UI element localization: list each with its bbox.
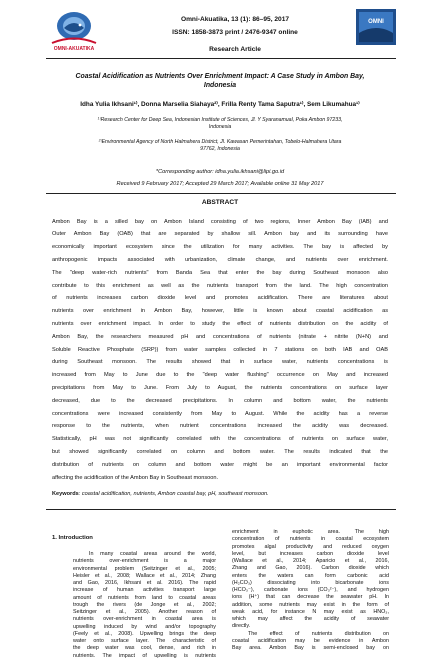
body-line: nutrients. The impact of upwelling is nutrients <box>73 652 216 659</box>
affiliation-line: ¹⁾Research Center for Deep Sea, Indonesian Institute of Sciences, Jl. Y Syaranamual, Poka Ambon 97233, <box>97 117 343 123</box>
abstract-line: nutrients over enrichment impact. In order to study the effect of nutrients distribution on the acidity of <box>52 320 388 327</box>
body-line: enters the waters can form carbonic acid <box>232 572 389 579</box>
corresponding-author: *Corresponding author: idha.yulia.ikhsani@lipi.go.id <box>155 169 285 175</box>
keywords <box>52 491 388 497</box>
affiliation-line: Indonesia <box>208 123 232 130</box>
paper-title <box>50 72 390 90</box>
abstract-body <box>52 213 388 487</box>
abstract-line: Ambon Bay, the researchers measured pH and concentrations of nutrients (nitrate + nitrite (N+N) and <box>52 333 388 340</box>
logo-right-text: OMNI <box>368 19 384 25</box>
body-line: amount of nutrients from land to coastal areas <box>73 594 216 601</box>
body-line: Seitzinger et al., 2005). Another reason of <box>73 609 216 615</box>
body-line: nutrients over-enrichment in coastal area is <box>73 616 216 623</box>
abstract-line: during Southeast monsoon. The results showed that in surface water, nutrients concentrations is <box>52 359 388 366</box>
body-line: increase of human activities transport large <box>73 587 216 594</box>
section-heading: 1. Introduction <box>52 535 93 541</box>
body-line: (Wallace et al., 2014; Aparicio et al., 2016, <box>232 558 389 564</box>
abstract-heading: ABSTRACT <box>201 199 239 206</box>
body-line: ions (H⁺) that can decrease the seawater pH. In <box>232 594 389 601</box>
keywords-label: Keywords <box>52 491 79 497</box>
keywords-rule <box>46 509 396 510</box>
affiliation-line: 97762, Indonesia <box>200 145 240 152</box>
body-line: addition, some nutrients may exist in the form of <box>232 601 389 608</box>
body-line: and Gao, 2016, Ikhsani et al. 2016). The rapid <box>73 580 216 586</box>
logo-text: OMNI-AKUATIKA <box>53 46 95 52</box>
publisher-logo <box>356 9 396 45</box>
abstract-line: nutrients over enrichment in Ambon Bay, however, little is known about coastal acidification as <box>52 308 388 315</box>
abstract-line: The "deep water-rich nutrients" from Banda Sea that enter the bay during Southeast monsoon also <box>52 269 388 276</box>
body-column-right <box>232 529 389 652</box>
abstract-line: Statistically, pH was not significantly correlated with the concentrations of nutrients on surface water, <box>52 436 388 443</box>
body-line: Bay area. Ambon Bay is semi-enclosed bay on <box>232 645 389 651</box>
abstract-line: Outer Ambon Bay (OAB) that are separated by shallow sill. Ambon bay and its surrounding have <box>52 231 388 238</box>
body-line: The effect of nutrients distribution on <box>248 630 389 637</box>
abstract-line: concentrations were increased consistently from May to August. While the acidity has a reverse <box>52 410 388 417</box>
header-rule <box>46 58 396 59</box>
abstract-line: affecting the acidification of the Ambon Bay in Southeast monsoon. <box>52 474 219 481</box>
title-line: Coastal Acidification as Nutrients Over Enrichment Impact: A Case Study in Ambon Bay, <box>75 73 365 80</box>
body-line: (HCO₃⁻), carbonate ions (CO₃²⁻), and hydrogen <box>232 587 389 593</box>
body-line: environmental problem (Seitzinger et al., 2005; <box>73 565 216 572</box>
abstract-line: economically important ecosystem since the utilization for many activities. The bay is affected by <box>52 244 388 251</box>
article-dates: Received 9 February 2017; Accepted 29 March 2017; Available online 31 May 2017 <box>116 181 324 187</box>
article-type: Research Article <box>209 46 261 53</box>
abstract-line: precipitations from May to June. From July to August, the nutrients concentrations on surface layer <box>52 384 388 391</box>
body-line: (Feely et al., 2008). Upwelling brings the deep <box>73 630 216 637</box>
body-line: In many coastal areas around the world, <box>89 551 216 557</box>
abstract-line: anthropogenic impacts associated with urbanization, climate change, and nutrients over enrichment. <box>52 257 388 263</box>
abstract-line: Soluble Reactive Phosphate (SRP)) from water samples collected in 7 stations on both IAB and OAB <box>52 346 388 353</box>
body-line: trough the rivers (de Jonge et al., 2002; <box>73 601 216 608</box>
body-line: the deep water was cool, dense, and rich in <box>73 645 216 652</box>
affiliation-2 <box>50 139 390 152</box>
journal-issn: ISSN: 1858-3873 print / 2476-9347 online <box>172 29 298 36</box>
dates-rule <box>46 193 396 194</box>
author-list: Idha Yulia Ikhsani¹⁾, Donna Marselia Siahaya²⁾, Frilla Renty Tama Saputra¹⁾, Sem Likumahua¹⁾ <box>80 101 360 108</box>
body-line: enrichment in euphotic area. The high <box>232 529 389 535</box>
abstract-line: contribute to this enrichment as well as the nutrients transport from the land. The high concentration <box>52 282 388 289</box>
body-line: upwelling induced by wind and/or topography <box>73 623 216 630</box>
keywords-text: : coastal acidification, nutrients, Ambon coastal bay, pH, southeast monsoon. <box>78 491 269 497</box>
affiliation-line: ²⁾Environmental Agency of North Halmahera District, Jl. Kawasan Pemerintahan, Tobelo-Halmahera Utara <box>98 139 342 145</box>
body-line: which may affect the acidity of seawater <box>232 616 389 622</box>
body-line: level, but increases carbon dioxide level <box>232 550 389 557</box>
abstract-line: but showed significantly correlated on column and bottom water. The results indicated that the <box>52 448 388 455</box>
body-line: Heisler et al., 2008; Wallace et al., 2014; Zhang <box>73 572 216 579</box>
journal-citation: Omni-Akuatika, 13 (1): 86–95, 2017 <box>180 16 290 23</box>
body-line: water onto surface layer. The characteristic of <box>73 638 216 644</box>
body-line: concentration of nutrients in coastal ecosystem <box>232 536 389 543</box>
abstract-line: increased from May to June due to the "deep water flushing" occurrence on May and increased <box>52 372 388 379</box>
abstract-line: decreased, due to the decreased precipitations. In column and bottom water, the nutrients <box>52 397 388 404</box>
body-line: directly. <box>232 623 251 630</box>
body-line: weak acid, for instance N may exist as HNO₃, <box>232 608 389 615</box>
body-column-left <box>73 551 216 660</box>
abstract-line: distribution of nutrients on column and bottom water might be an important environmental factor <box>52 461 388 468</box>
journal-logo <box>44 10 104 52</box>
abstract-line: response to the nutrients, when nutrient concentrations increased the acidity was decreased. <box>52 423 388 430</box>
body-line: promotes algal productivity and reduced oxygen <box>232 543 389 550</box>
title-line: Indonesia <box>203 82 237 89</box>
affiliation-1 <box>50 117 390 130</box>
body-line: coastal acidification may be evidence in Ambon <box>232 637 389 644</box>
body-line: (H₂CO₃) dissociating into bicarbonate ions <box>232 579 389 586</box>
body-line: Zhang and Gao, 2016). Carbon dioxide which <box>232 565 389 572</box>
abstract-line: Ambon Bay is a silled bay on Ambon Island consisting of two regions, Inner Ambon Bay (IAB) and <box>52 218 388 225</box>
abstract-line: of nutrients increases carbon dioxide level and promotes acidification. There are literatures about <box>52 295 388 302</box>
body-line: nutrients over-enrichment is a major <box>73 558 216 565</box>
